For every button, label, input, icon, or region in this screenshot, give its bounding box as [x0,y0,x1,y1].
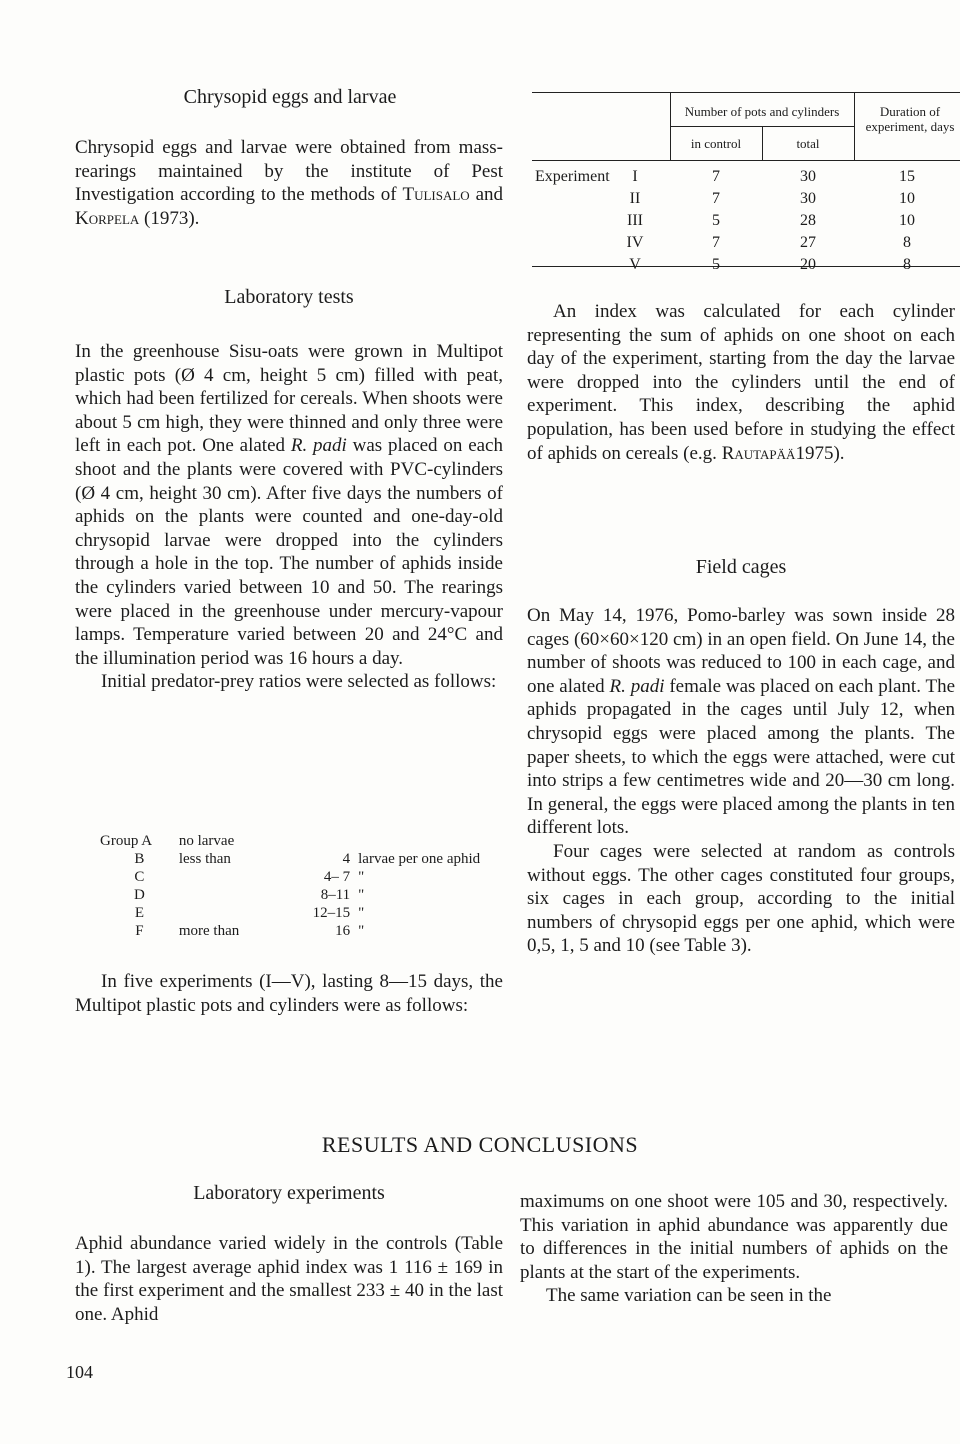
ratio-intro: Initial predator-prey ratios were selected as follows: [101,671,497,693]
lab-experiments-heading: Laboratory experiments [193,1182,385,1204]
field-text-b: female was placed on each plant. The aphids propagated in the cages until July 12, when chrysopid eggs were placed among the plants. The paper sheets, to which the eggs were attached, were cut into strips a few centimetres wide and 20—30 cm long. In general, the eggs were placed among the plants in ten different lots. [527,675,956,839]
experiment-table [600,166,960,276]
unit-cell: " [358,904,365,921]
field-cages-paragraph [527,604,955,958]
unit-cell [350,832,500,850]
group-cell: B [134,850,145,867]
table-row [600,166,960,188]
field-text-a: On May 14, 1976, Pomo-barley was sown inside 28 cages (60×60×120 cm) in an open field. On June 14, the number of shoots was reduced to 100 in each cage, and one alated [527,605,955,697]
total-cell: 28 [800,212,816,229]
total-cell: 30 [800,190,816,207]
number-cell: 4 [342,850,351,867]
exp-cell: III [627,212,643,229]
lab-text-a: In the greenhouse Sisu-oats were grown in Multipot plastic pots (Ø 4 cm, height 5 cm) filled with peat, which had been fertilized for cereals. When shoots were about 5 cm high, they were thinned and only three were left in each pot. One alated [75,341,503,457]
control-cell: 7 [712,190,720,207]
chrysopid-paragraph [75,136,503,230]
control-cell: 7 [712,168,720,185]
days-cell: 10 [899,190,915,207]
days-cell: 10 [899,212,915,229]
group-cell: D [134,886,145,903]
results-left-text: Aphid abundance varied widely in the controls (Table 1). The largest average aphid index was 1 116 ± 169 in the first experiment and the smallest 233 ± 40 in the last one. Aphid [75,1233,503,1325]
total-cell: 20 [800,256,816,273]
author-tulisalo: Tulisalo [402,184,470,206]
field-cages-heading: Field cages [695,556,787,578]
ratio-row [100,886,500,904]
index-text-b: 1975). [795,442,845,464]
exp-cell: I [632,168,638,185]
field-text-2: Four cages were selected at random as controls without eggs. The other cages constituted four groups, six cages in each group, according to the initial numbers of chrysopid eggs per one aphid, which were 0,5, 1, 5 and 10 (see Table 3). [527,840,955,957]
table-top-rule [532,92,960,93]
author-korpela: Korpela [75,207,140,229]
ratio-row [100,832,500,850]
exp-cell: IV [626,234,644,251]
species-name: R. padi [290,435,347,457]
lab-tests-heading: Laboratory tests [224,286,354,308]
unit-cell: " [358,922,365,939]
table-row [600,188,960,210]
results-right-text-2: The same variation can be seen in the [546,1285,832,1307]
control-cell: 5 [712,256,720,273]
table-header-group: Number of pots and cylinders [684,104,840,119]
table-row [600,254,960,276]
exp-cell: V [629,256,641,273]
qualifier-cell: more than [178,922,240,939]
qualifier-cell [179,904,284,922]
chrysopid-text-a: Chrysopid eggs and larvae were obtained from mass-rearings maintained by the institute of Pest Investigation according to the methods of [75,137,503,206]
page-number: 104 [66,1362,93,1382]
lab-text-b: was placed on each shoot and the plants were covered with PVC-cylinders (Ø 4 cm, height 30 cm). After five days the numbers of aphids on the plants were counted and one-day-old chrysopid larvae were dropped into the cylinders through a hole in the top. The number of aphids inside the cylinders varied between 10 and 50. The rearings were placed in the greenhouse under mercury-vapour lamps. Temperature varied between 20 and 24°C and the illumination period was 16 hours a day. [75,435,503,669]
group-cell: Group A [100,832,153,849]
ratio-row [100,850,500,868]
index-paragraph [527,300,955,465]
control-cell: 5 [712,212,720,229]
group-cell: F [135,922,144,939]
total-cell: 27 [800,234,816,251]
five-experiments-paragraph [75,970,503,1017]
table-vrule-3 [854,92,855,160]
results-title: RESULTS AND CONCLUSIONS [321,1132,639,1157]
days-cell: 8 [903,256,911,273]
table-row [600,232,960,254]
group-cell: C [134,868,145,885]
number-cell: 16 [335,922,351,939]
lab-tests-paragraph [75,340,503,694]
qualifier-cell [179,868,284,886]
table-mid-rule [532,160,960,161]
table-header-duration: Duration of experiment, days [865,104,955,134]
exp-cell: II [629,190,641,207]
unit-cell: larvae per one aphid [358,850,481,867]
number-cell: 4– 7 [323,868,351,885]
results-right-text-1: maximums on one shoot were 105 and 30, respectively. This variation in aphid abundance was apparently due to differences in the initial numbers of aphids on the plants at the start of the experiments. [520,1191,948,1283]
ratio-row [100,868,500,886]
index-text-a: An index was calculated for each cylinder representing the sum of aphids on one shoot on each day of the experiment, starting from the day the larvae were dropped into the cylinders until the end of experiment. This index, describing the aphid population, has been used before in studying the effect of aphids on cereals (e.g. [527,301,955,464]
five-experiments-text: In five experiments (I—V), lasting 8—15 days, the Multipot plastic pots and cylinders were as follows: [75,971,503,1016]
table-header-total: total [796,136,820,151]
number-cell [284,832,351,850]
total-cell: 30 [800,168,816,185]
table-header-control: in control [690,136,742,151]
group-cell: E [134,904,144,921]
table-row [600,210,960,232]
chrysopid-heading: Chrysopid eggs and larvae [183,86,397,108]
days-cell: 15 [899,168,915,185]
results-right-paragraph [520,1190,948,1308]
unit-cell: " [358,868,365,885]
number-cell: 12–15 [312,904,351,921]
qualifier-cell [179,886,284,904]
species-name-2: R. padi [609,675,665,697]
control-cell: 7 [712,234,720,251]
results-left-paragraph [75,1232,503,1326]
number-cell: 8–11 [320,886,351,903]
ratio-row [100,904,500,922]
table-row-label: Experiment [535,168,610,185]
days-cell: 8 [903,234,911,251]
unit-cell: " [358,886,365,903]
chrysopid-text-b: and [469,184,503,206]
chrysopid-text-c: (1973). [139,207,200,229]
ratio-table [100,832,500,940]
qualifier-cell: less than [178,850,231,867]
author-rautapaa: Rautapää [721,442,796,464]
qualifier-cell: no larvae [178,832,235,849]
ratio-row [100,922,500,940]
